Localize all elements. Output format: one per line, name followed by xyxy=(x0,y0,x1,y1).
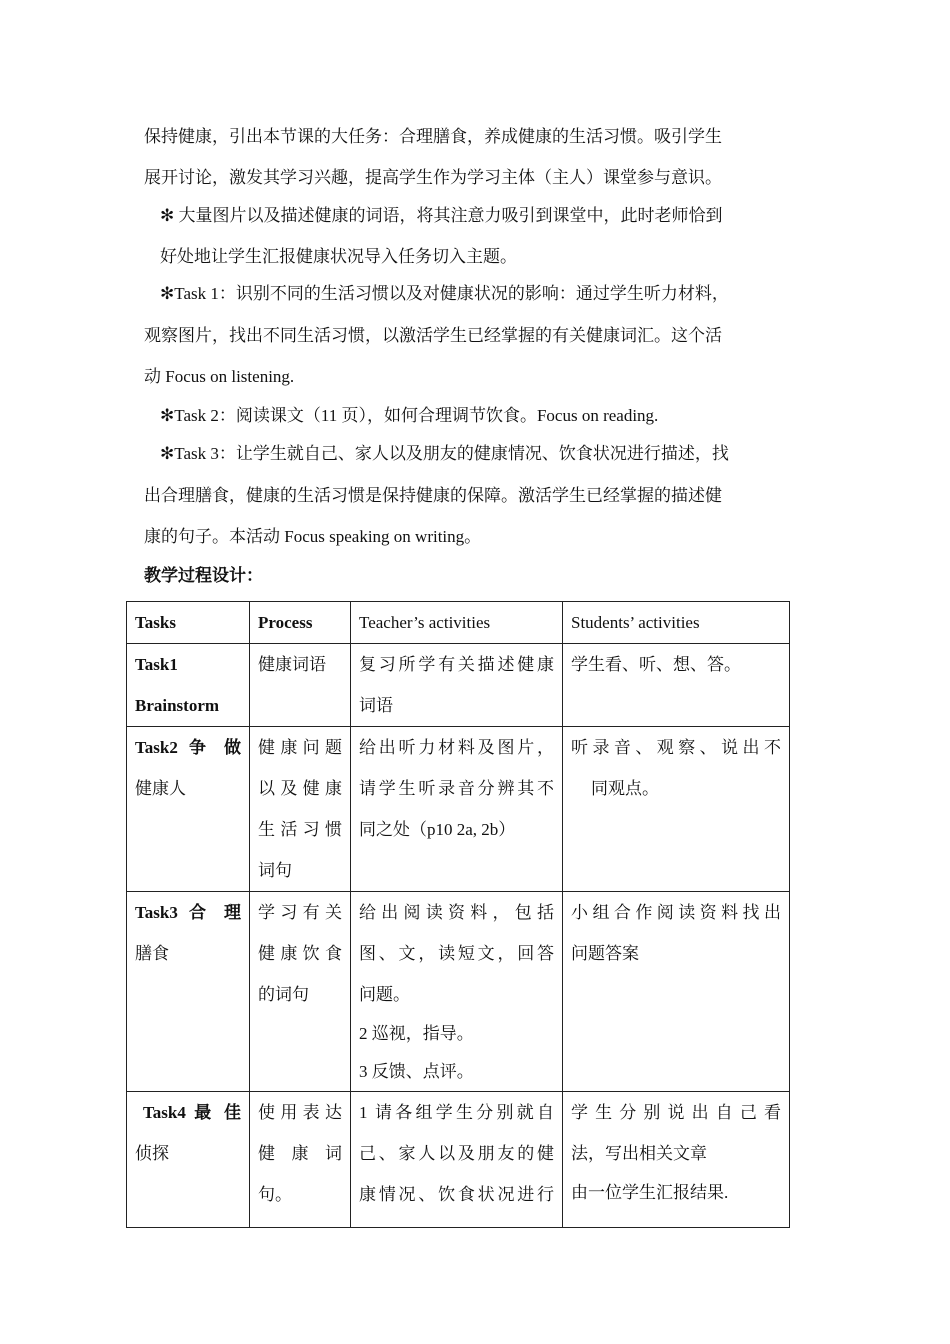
task-cell xyxy=(127,727,250,892)
task-name: Task3 合 理 xyxy=(135,903,241,922)
process-text: 健 康 词 xyxy=(258,1144,342,1163)
task-name: Task4 最 佳 xyxy=(143,1103,241,1122)
students-text: 法，写出相关文章 xyxy=(571,1144,707,1163)
students-text: 同观点。 xyxy=(591,779,659,798)
header-teacher-activities: Teacher’s activities xyxy=(351,602,563,644)
process-text: 以及健康 xyxy=(258,779,342,798)
task2-line: ✻Task 2：阅读课文（11 页），如何合理调节饮食。Focus on reading. xyxy=(160,406,659,425)
students-text: 学 生 分 别 说 出 自 己 看 xyxy=(571,1103,781,1122)
students-cell xyxy=(563,892,790,1092)
students-text: 小组合作阅读资料找出 xyxy=(571,903,781,922)
process-cell xyxy=(250,644,351,727)
teacher-text: 请学生听录音分辨其不 xyxy=(359,779,554,798)
task-name: Brainstorm xyxy=(135,696,220,715)
process-cell xyxy=(250,892,351,1092)
task3-line-3: 康的句子。本活动 Focus speaking on writing。 xyxy=(144,527,482,546)
teacher-text: 词语 xyxy=(359,696,393,715)
header-tasks: Tasks xyxy=(127,602,250,644)
process-text: 健康问题 xyxy=(258,738,342,757)
table-row xyxy=(127,1092,790,1228)
students-text: 学生看、听、想、答。 xyxy=(571,655,741,674)
section-title: 教学过程设计： xyxy=(144,566,263,585)
teacher-cell xyxy=(351,644,563,727)
task-name: 健康人 xyxy=(135,779,186,798)
table-row xyxy=(127,727,790,892)
teacher-text: 给出阅读资料，包括 xyxy=(359,903,554,922)
table-row xyxy=(127,892,790,1092)
teacher-text: 复习所学有关描述健康 xyxy=(359,655,554,674)
process-text: 句。 xyxy=(258,1185,292,1204)
task-cell xyxy=(127,892,250,1092)
process-text: 使用表达 xyxy=(258,1103,342,1122)
students-text: 听录音、观察、说出不 xyxy=(571,738,781,757)
teacher-text: 2 巡视，指导。 xyxy=(359,1024,474,1043)
table-row xyxy=(127,644,790,727)
students-text: 由一位学生汇报结果. xyxy=(571,1183,729,1202)
bullet1-line-1: ✻ 大量图片以及描述健康的词语，将其注意力吸引到课堂中，此时老师恰到 xyxy=(160,206,723,225)
teacher-text: 给出听力材料及图片， xyxy=(359,738,554,757)
task3-line-2: 出合理膳食，健康的生活习惯是保持健康的保障。激活学生已经掌握的描述健 xyxy=(144,486,722,505)
header-process: Process xyxy=(250,602,351,644)
process-text: 生活习惯 xyxy=(258,820,342,839)
students-cell xyxy=(563,644,790,727)
table-header-row xyxy=(127,602,790,644)
process-text: 的词句 xyxy=(258,985,309,1004)
teacher-text: 同之处（p10 2a, 2b） xyxy=(359,820,516,839)
process-text: 健康饮食 xyxy=(258,944,342,963)
teacher-text: 问题。 xyxy=(359,985,410,1004)
task3-line-1: ✻Task 3：让学生就自己、家人以及朋友的健康情况、饮食状况进行描述，找 xyxy=(160,444,729,463)
teacher-text: 康情况、饮食状况进行 xyxy=(359,1185,554,1204)
teacher-text: 3 反馈、点评。 xyxy=(359,1062,474,1081)
intro-line-2: 展开讨论，激发其学习兴趣，提高学生作为学习主体（主人）课堂参与意识。 xyxy=(144,168,722,187)
students-text: 问题答案 xyxy=(571,944,639,963)
task1-line-2: 观察图片，找出不同生活习惯，以激活学生已经掌握的有关健康词汇。这个活 xyxy=(144,326,722,345)
task-name: 膳食 xyxy=(135,944,169,963)
task-name: Task1 xyxy=(135,655,178,674)
task-cell xyxy=(127,644,250,727)
students-cell xyxy=(563,1092,790,1228)
students-cell xyxy=(563,727,790,892)
teacher-cell xyxy=(351,1092,563,1228)
task-name: Task2 争 做 xyxy=(135,738,241,757)
process-cell xyxy=(250,727,351,892)
bullet1-line-2: 好处地让学生汇报健康状况导入任务切入主题。 xyxy=(160,247,517,266)
process-text: 学习有关 xyxy=(258,903,342,922)
intro-line-1: 保持健康，引出本节课的大任务：合理膳食，养成健康的生活习惯。吸引学生 xyxy=(144,127,722,146)
header-students-activities: Students’ activities xyxy=(563,602,790,644)
teacher-text: 己、家人以及朋友的健 xyxy=(359,1144,554,1163)
teacher-cell xyxy=(351,727,563,892)
task1-line-1: ✻Task 1：识别不同的生活习惯以及对健康状况的影响：通过学生听力材料， xyxy=(160,284,729,303)
teacher-text: 图、文，读短文，回答 xyxy=(359,944,554,963)
task1-line-3: 动 Focus on listening. xyxy=(144,367,295,386)
process-cell xyxy=(250,1092,351,1228)
process-text: 词句 xyxy=(258,861,292,880)
teacher-text: 1 请各组学生分别就自 xyxy=(359,1103,554,1122)
teaching-process-table xyxy=(126,601,790,1228)
teacher-cell xyxy=(351,892,563,1092)
task-cell xyxy=(127,1092,250,1228)
task-name: 侦探 xyxy=(135,1144,169,1163)
process-text: 健康词语 xyxy=(258,655,326,674)
